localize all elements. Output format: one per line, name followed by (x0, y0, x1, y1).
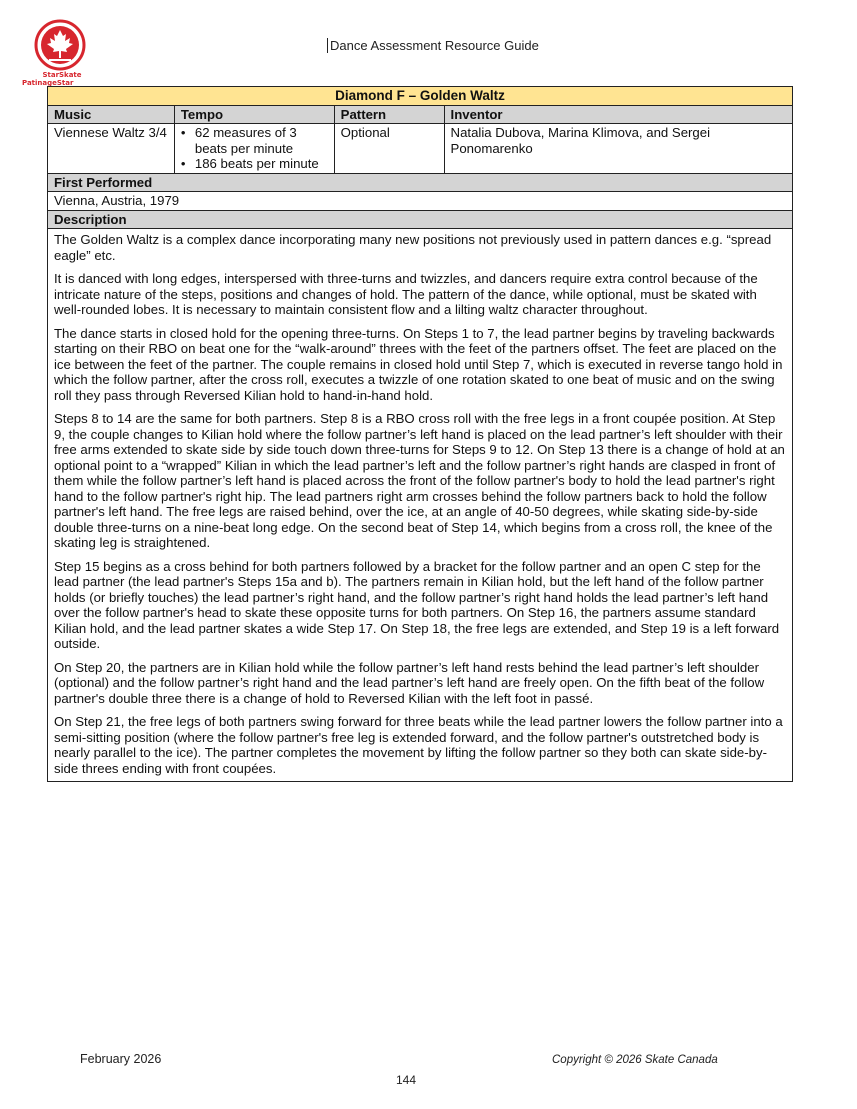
column-header-pattern: Pattern (334, 105, 444, 124)
description-paragraph: On Step 21, the free legs of both partners swing forward for three beats while the lead partner lowers the follow partner into a semi-sitting position (where the follow partner's free leg is extended forward, and the follow partner's outstretched body is nearly parallel to the ice). The partner completes the movement by lifting the follow partner so they both can skate side-by-side threes ending with front coupées. (54, 714, 783, 776)
column-header-inventor: Inventor (444, 105, 792, 124)
page-header-title: Dance Assessment Resource Guide (327, 38, 539, 53)
dance-info-table (47, 86, 793, 782)
inventor-value: Natalia Dubova, Marina Klimova, and Sergei Ponomarenko (444, 124, 792, 174)
tempo-item: • 186 beats per minute (181, 156, 328, 172)
description-paragraph: Steps 8 to 14 are the same for both partners. Step 8 is a RBO cross roll with the free legs in a front coupée position. At Step 9, the couple changes to Kilian hold where the follow partner’s left hand is placed on the lead partner’s left shoulder with their free arms extended to skate side by side touch down three-turns for Steps 9 to 12. On Step 13 there is a change of hold at an optional point to a “wrapped” Kilian in which the lead partner’s left and the follow partner’s right hands are clasped in front of them while the follow partner’s left hand is placed across the front of the follow partner's body to hold the lead partner's right hand to the follow partner's right hip. The lead partners right arm crosses behind the follow partners back to hold the follow partner's left hand. The free legs are raised behind, over the ice, at an angle of 40-50 degrees, while skating side-by-side double three-turns on a nine-beat long edge. On the second beat of Step 14, which begins from a cross roll, the knee of the skating leg is straightened. (54, 411, 785, 550)
tempo-item: • 62 measures of 3 beats per minute (181, 125, 328, 156)
footer-copyright: Copyright © 2026 Skate Canada (552, 1054, 718, 1066)
description-paragraph: The Golden Waltz is a complex dance incorporating many new positions not previously used in pattern dances e.g. “spread eagle” etc. (54, 232, 772, 263)
description-paragraph: The dance starts in closed hold for the opening three-turns. On Steps 1 to 7, the lead partner begins by traveling backwards starting on their RBO on beat one for the “walk-around” threes with the feet of the partners offset. The feet are placed on the ice between the feet of the partner. The couple remains in closed hold until Step 7, which is executed in reverse tango hold in which the follow partner, after the cross roll, executes a twizzle of one rotation skated to one beat of music and on the swing roll they pass through Reversed Kilian hold to hand-in-hand hold. (54, 325, 783, 403)
column-header-tempo: Tempo (174, 105, 334, 124)
footer-date: February 2026 (80, 1052, 162, 1066)
column-header-music: Music (48, 105, 175, 124)
pattern-value: Optional (334, 124, 444, 174)
logo-wordmark: StarSkate PatinageStar (22, 71, 82, 87)
description-body (48, 229, 793, 782)
dance-title: Diamond F – Golden Waltz (48, 87, 793, 106)
first-performed-heading: First Performed (48, 173, 793, 192)
description-paragraph: On Step 20, the partners are in Kilian hold while the follow partner’s left hand rests behind the lead partner’s left shoulder (optional) and the follow partner’s right hand and the lead partner’s left hand are freely open. On the fifth beat of the follow partner's double three there is a change of hold to Reversed Kilian with the left foot in passé. (54, 659, 765, 706)
description-heading: Description (48, 210, 793, 229)
description-paragraph: Step 15 begins as a cross behind for both partners followed by a bracket for the follow partner and an open C step for the lead partner (the lead partner's Steps 15a and b). The partners remain in Kilian hold, but the left hand of the follow partner holds (or briefly touches) the lead partner’s right hand, and the follow partner’s right hand holds the lead partner’s left hand over the follow partner's head to skate these opposite turns for both partners. On Step 16, the partners assume standard Kilian hold, and the lead partner skates a wide Step 17. On Step 18, the free legs are extended, and Step 19 is a left forward outside. (54, 558, 780, 651)
description-paragraph: It is danced with long edges, interspersed with three-turns and twizzles, and dancers require extra control because of the intricate nature of the steps, positions and changes of hold. The pattern of the dance, while optional, must be skated with well-rounded lobes. It is necessary to maintain consistent flow and a lilting waltz character throughout. (54, 271, 758, 317)
page-number: 144 (396, 1073, 417, 1087)
first-performed-value: Vienna, Austria, 1979 (48, 192, 793, 211)
music-value: Viennese Waltz 3/4 (48, 124, 175, 174)
tempo-value (174, 124, 334, 174)
